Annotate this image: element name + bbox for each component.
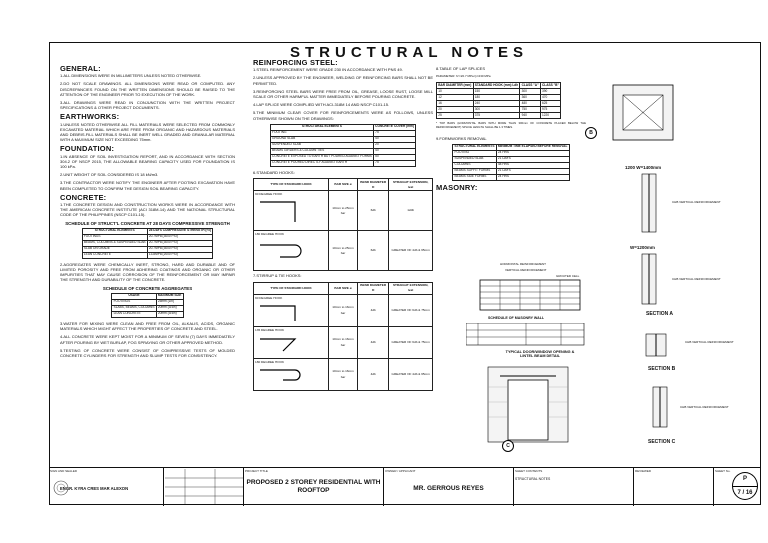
- table-header: STRUCTURAL ELEMENTS: [270, 124, 373, 130]
- table-cell: 16: [437, 101, 474, 107]
- lap-splice-footnote: * TOP BARS (HORIZONTAL BARS WITH MORE THAN 300mm OF CONCRETE PLACED BELOW THE REINFORCEMENT) SPLICE LENGTH SHALL BE 1.3 TIMES.: [436, 121, 586, 129]
- concrete-note: 1.THE CONCRETE DESIGN AND CONSTRUCTION WORKS WERE IN ACCORDANCE WITH THE AMERICAN CONCRETE INSTITUTE (ACI 318M-14) AND THE NATIONAL STRUCTURAL CODE OF THE PHILIPPINES (NSCP C101-15).: [60, 202, 235, 218]
- table-cell: 10mm to 16mm bar: [329, 295, 358, 327]
- chb-note-b: CHB VERTICAL REINFORCEMENT: [685, 340, 734, 344]
- table-cell: 20: [373, 142, 415, 148]
- table-row: [437, 113, 561, 119]
- cover-table: [270, 124, 416, 167]
- table-header: BAR SIZE ø: [329, 179, 358, 191]
- notes-column-2: [253, 56, 433, 393]
- standard-hooks-table: [253, 178, 433, 271]
- table-cell: 360: [520, 95, 540, 101]
- table-cell: 20.7MPa (3000 PSI): [147, 246, 213, 252]
- table-cell: 6db: [358, 191, 389, 231]
- table-row: [254, 231, 433, 271]
- column-detail-drawing: [593, 70, 693, 160]
- formworks-table: [452, 144, 569, 181]
- hook-90-drawing: [255, 197, 315, 227]
- tb-content-label: SHEET CONTENTS: [515, 469, 543, 473]
- general-note: 3.ALL DRAWINGS WERE READ IN CONJUNCTION WITH THE WRITTEN PROJECT SPECIFICATIONS & OTHER PROJECT DOCUMENTS.: [60, 100, 235, 111]
- hook-180-drawing: [255, 237, 315, 267]
- general-note: 2.DO NOT SCALE DRAWINGS. ALL DIMENSIONS WERE READ OR COMPUTED. ANY DISCREPANCIES FOUND ON THE WRITTEN DIMENSIONS SHOULD BE RAISED TO THE ATTENTION OF THE ENGINEER PRIOR TO EXECUTION OF THE WORK.: [60, 81, 235, 97]
- table-cell: 20mm (3/4in): [156, 311, 183, 317]
- general-heading: GENERAL:: [60, 64, 101, 73]
- section-c-title: SECTION C: [648, 439, 676, 445]
- sheet-title: STRUCTURAL NOTES: [290, 44, 529, 61]
- table-header: STRAIGHT EXTENSION, lext: [389, 282, 433, 294]
- tb-reviewed-label: REVIEWED: [635, 469, 652, 473]
- notes-column-1: [60, 62, 235, 361]
- foundation-note: 1.IN ABSENCE OF SOIL INVESTIGATION REPORT, AND IN ACCORDANCE WITH SECTION 304.2 OF NSCP 2015, THE ALLOWABLE BEARING CAPACITY USED FOR FOUNDATION IS 100 kPa.: [60, 153, 235, 170]
- table-cell: GROUND SLAB: [270, 136, 373, 142]
- table-cell: 21 DAYS: [496, 168, 569, 174]
- table-cell: LEAN CONCRETE: [82, 252, 147, 258]
- table-cell: 24 HRS: [496, 150, 569, 156]
- table-header: STANDARD HOOK (mm) Ldh: [474, 83, 519, 87]
- table-header: CLASS "B": [541, 83, 559, 87]
- table-cell: FOOTINGS: [112, 299, 156, 305]
- masonry-schedule-title: SCHEDULE OF MASONRY WALL: [488, 316, 545, 320]
- table-cell: 50: [373, 154, 415, 160]
- table-cell: 10mm to 25mm bar: [329, 191, 358, 231]
- table-cell: 470: [540, 95, 560, 101]
- table-cell: BEAMS GIRDERS & COLUMN TIES: [270, 148, 373, 154]
- lintel-title: TYPICAL DOOR/WINDOW OPENING & LINTEL BEAM DETAIL: [505, 350, 575, 358]
- section-a-upper-drawing: [630, 172, 670, 234]
- table-cell: CONCRETE EXPOSED TO EARTH BUT POURED AGAINST FORMS: [272, 154, 372, 159]
- table-cell: 10mm to 16mm bar: [329, 327, 358, 359]
- table-cell: 12db: [389, 191, 433, 231]
- table-cell: GREATER OF 6db & 75mm: [389, 295, 433, 327]
- aggregates-table: [111, 293, 183, 318]
- table-cell: COLUMNS: [453, 162, 496, 168]
- table-header: BAR SIZE ø: [329, 282, 358, 294]
- table-header: TYPE OF STANDARD HOOK: [254, 282, 329, 294]
- table-cell: 10: [437, 89, 474, 95]
- notes-column-3: [436, 66, 586, 192]
- table-cell: 10mm to 16mm bar: [329, 359, 358, 391]
- section-b-title: SECTION B: [648, 366, 676, 372]
- tb-sheet-cell: [714, 468, 761, 506]
- dim-b: W=1200mm: [630, 245, 655, 250]
- concrete-strength-table: [82, 228, 214, 259]
- table-cell: 4db: [358, 359, 389, 391]
- table-cell: 300: [473, 107, 520, 113]
- table-cell: 21 DAYS: [496, 156, 569, 162]
- general-note: 1.ALL DIMENSIONS WERE IN MILLIMETERS UNLESS NOTED OTHERWISE.: [60, 73, 202, 79]
- table-cell: 20.7MPa (3000 PSI): [147, 234, 213, 240]
- stirrup-diagram-135: [254, 327, 329, 359]
- reinforcing-note: 5.THE MINIMUM CLEAR COVER FOR REINFORCEMENTS WERE AS FOLLOWS, UNLESS OTHERWISE SHOWN ON THE DRAWINGS:: [253, 110, 433, 121]
- sheet-count: 7 / 16: [737, 490, 753, 496]
- chb-note-a: CHB VERTICAL REINFORCEMENT: [672, 200, 721, 204]
- table-cell: 75: [373, 160, 415, 166]
- stirrup-diagram-180: [254, 359, 329, 391]
- table-cell: CONCRETE POURED DIRECTLY AGAINST EARTH: [270, 160, 373, 166]
- masonry-heading: MASONRY:: [436, 182, 478, 192]
- table-header: BAR DIAMETER (mm): [438, 83, 472, 87]
- table-row: [254, 327, 433, 359]
- hook-diagram-90: [254, 191, 329, 231]
- tb-reviewed-cell: [634, 468, 714, 506]
- tb-project-cell: [244, 468, 384, 506]
- lap-splice-heading: 8.TABLE OF LAP SPLICES: [436, 66, 485, 71]
- table-cell: 40: [373, 148, 415, 154]
- foundation-heading: FOUNDATION:: [60, 144, 115, 154]
- table-cell: 20mm (3/4in): [156, 305, 183, 311]
- reinforcing-heading: REINFORCING STEEL:: [253, 58, 338, 67]
- table-cell: 4db: [358, 327, 389, 359]
- table-cell: GREATER OF 6db & 75mm: [389, 327, 433, 359]
- lintel-detail-drawing: [478, 362, 578, 447]
- table-cell: BEAMS SIDE FORMS: [453, 174, 496, 180]
- table-cell: 6db: [358, 231, 389, 271]
- table-cell: 180: [473, 95, 520, 101]
- engineer-seal: [53, 480, 69, 496]
- tb-owner-label: OWNER / APPLICANT: [385, 469, 416, 473]
- table-row: [82, 252, 213, 258]
- table-cell: 750: [520, 107, 540, 113]
- section-b-drawing: [640, 330, 680, 360]
- stirrup-90-drawing: [255, 301, 315, 323]
- section-c-drawing: [645, 385, 685, 430]
- table-cell: 25mm (1in): [156, 299, 183, 305]
- table-cell: 24 HRS: [496, 174, 569, 180]
- table-cell: 13.8MPa (2000 PSI): [147, 252, 213, 258]
- tb-engineer-name: ENGR. KYRA CRES MAR ALEXON: [60, 486, 129, 491]
- concrete-note: 4.ALL CONCRETE WERE KEPT MOIST FOR A MINIMUM OF SEVEN (7) DAYS IMMEDIATELY AFTER POURING BY WET BURLAP, FOG SPRAYING OR OTHER APPROVED METHOD.: [60, 334, 235, 345]
- lap-splice-table: [436, 82, 561, 119]
- table-row: [112, 311, 183, 317]
- stirrup-diagram-90: [254, 295, 329, 327]
- table-row: [254, 359, 433, 391]
- masonry-label-grouted: GROUTED CELL: [556, 274, 580, 278]
- reinforcing-note: 1.STEEL REINFORCEMENT WERE GRADE 230 IN ACCORDANCE WITH PNS 49.: [253, 67, 403, 73]
- table-cell: 975: [540, 107, 560, 113]
- tb-project-label: PROJECT TITLE: [245, 469, 268, 473]
- earthworks-heading: EARTHWORKS:: [60, 112, 120, 122]
- table-cell: 300: [520, 89, 540, 95]
- table-row: [254, 295, 433, 327]
- masonry-label-vertical: VERTICAL REINFORCEMENT: [505, 268, 547, 272]
- tb-sign-label: SIGN AND SEALED: [50, 469, 78, 473]
- table-row: [270, 160, 415, 166]
- stirrup-180-drawing: [255, 365, 315, 387]
- hook-label: 180 DEGREE HOOK: [255, 359, 285, 364]
- table-header: STRAIGHT EXTENSION, lext: [389, 179, 433, 191]
- table-cell: 375: [473, 113, 520, 119]
- sheet-prefix: P: [733, 473, 757, 487]
- stirrup-hooks-table: [253, 282, 433, 391]
- table-header: STRUCTURAL ELEMENTS: [82, 228, 147, 234]
- reinforcing-note: 3.REINFORCING STEEL BARS WERE FREE FROM OIL, GREASE, LOOSE RUST, LOOSE MILL SCALE OR OTHER HARMFUL MATTER IMMEDIATELY BEFORE POURING CONCRETE.: [253, 88, 433, 100]
- lap-splice-params: PARAMETER: fc'=20.7 MPa fy=230 MPa: [436, 74, 491, 79]
- formworks-heading: 9.FORMWORKS REMOVAL: [436, 135, 487, 141]
- table-cell: 390: [540, 89, 560, 95]
- table-row: [254, 191, 433, 231]
- aggregates-title: SCHEDULE OF CONCRETE AGGREGATES: [102, 285, 193, 291]
- table-header: STRUCTURAL ELEMENTS: [454, 144, 495, 149]
- table-header: 28 DAYS COMPRESSIVE STRENGTH (f'c): [148, 228, 212, 233]
- chb-note-a2: CHB VERTICAL REINFORCEMENT: [672, 277, 721, 281]
- dim-a: 1200 W=1400mm: [625, 165, 662, 170]
- table-row: [453, 174, 569, 180]
- tb-info-cell: [164, 468, 244, 506]
- table-cell: 25: [437, 113, 474, 119]
- section-a-lower-drawing: [630, 252, 670, 307]
- tb-content-value: STRUCTURAL NOTES: [515, 477, 551, 481]
- foundation-note: 3.THE CONTRACTOR WERE NOTIFY THE ENGINEER AFTER FOOTING EXCAVATION HAVE BEEN COMPLETED TO CONFIRM THE DESIGN SOIL BEARING CAPACITY.: [60, 180, 235, 191]
- table-header: TYPE OF STANDARD HOOK: [254, 179, 329, 191]
- table-cell: BEAMS, COLUMNS & SUSPENDED SLAB: [83, 240, 146, 245]
- table-cell: 48 HRS: [496, 162, 569, 168]
- hook-label: 90 DEGREE HOOK: [255, 191, 283, 196]
- table-header: BEND DIAMETER D: [358, 179, 389, 191]
- table-cell: 940: [520, 113, 540, 119]
- concrete-note: 3.WATER FOR MIXING WERE CLEAN AND FREE FROM OIL, ALKALIS, ACIDS, ORGANIC MATERIALS WHICH MIGHT AFFECT THE PROPERTIES OF CONCRETE AND STEEL.: [60, 320, 235, 332]
- table-cell: 20: [437, 107, 474, 113]
- table-header: CONCRETE COVER (mm): [375, 124, 414, 129]
- foundation-note: 2.UNIT WEIGHT OF SOIL CONSIDERED IS 18 kN/m3.: [60, 172, 159, 178]
- masonry-label-horizontal: HORIZONTAL REINFORCEMENT: [500, 262, 547, 266]
- table-cell: SUSPENDED SLAB: [270, 142, 373, 148]
- concrete-note: 5.TESTING OF CONCRETE WERE CONSIST OF COMPRESSIVE TESTS OF MOLDED CONCRETE CYLINDERS FOR STRENGTH AND SLUMP TESTS FOR CONSISTENCY.: [60, 347, 235, 358]
- sheet-number-badge: [732, 472, 758, 500]
- table-cell: FOOTING: [270, 130, 373, 136]
- hooks-heading: 6.STANDARD HOOKS:: [253, 169, 295, 175]
- concrete-note: 2.AGGREGATES WERE CHEMICALLY INERT, STRONG, HARD AND DURABLE AND OF LIMITED POROSITY AND FREE FROM ADHERING COATINGS AND ORGANIC OR OTHER IMPURITIES THAT MAY CAUSE CORROSION OF THE REINFORCEMENT OR MAY IMPAIR THE STRENGTH AND DURABILITY OF THE CONCRETE.: [60, 261, 235, 283]
- table-cell: 20.7MPa (3000 PSI): [147, 240, 213, 246]
- stirrup-heading: 7.STIRRUP & TIE HOOKS:: [253, 273, 302, 279]
- table-header: BEND DIAMETER D: [358, 282, 389, 294]
- reinforcing-note: 4.LAP SPLICE WERE COMPLIED WITH ACI-318M 14 AND NSCP C101-15.: [253, 102, 390, 108]
- chb-note-c: CHB VERTICAL REINFORCEMENT: [680, 405, 729, 409]
- section-a-title: SECTION A: [646, 311, 674, 317]
- table-cell: SLAB ON GRADE: [82, 246, 147, 252]
- marker-b: B: [589, 130, 593, 136]
- table-cell: 240: [473, 101, 520, 107]
- table-header: CLASS "A": [521, 83, 539, 87]
- table-cell: GREATER OF 4db & 65mm: [389, 359, 433, 391]
- table-header: MAXIMUM SIZE: [157, 293, 182, 298]
- marker-b-circle: [585, 127, 597, 139]
- masonry-schedule-table: [466, 323, 586, 347]
- table-cell: 75: [373, 130, 415, 136]
- concrete-strength-title: SCHEDULE OF STRUCT'L CONCRETE AT 28 DAYS COMPRESSIVE STRENGTH: [65, 220, 230, 226]
- table-cell: 4db: [358, 295, 389, 327]
- table-cell: 12: [437, 95, 474, 101]
- table-cell: FOOTING: [453, 150, 496, 156]
- hook-label: 180 DEGREE HOOK: [255, 231, 285, 236]
- table-cell: SLABS, BEAMS, COLUMNS: [113, 305, 155, 310]
- tb-info-grid: [165, 469, 243, 505]
- stirrup-135-drawing: [255, 333, 315, 355]
- earthworks-note: 1.UNLESS NOTED OTHERWISE ALL FILL MATERIALS WERE SELECTED FROM COMMONLY EXCAVATED MATERIAL WHICH ARE FREE FROM ORGANIC AND HAZARDOUS MATERIALS AND DEBRIS.FILL MATERIALS SHALL BE INERT WELL GRADED AND GRANULAR MATERIAL WITH A MAXIMUM SIZE NOT EXCEEDING 75mm.: [60, 121, 235, 143]
- table-cell: BEAMS SOFFIT FORMS: [453, 168, 496, 174]
- table-cell: 1220: [540, 113, 560, 119]
- tb-project-title: PROPOSED 2 STOREY RESIDENTIAL WITH ROOFTOP: [246, 479, 381, 494]
- hook-label: 90 DEGREE HOOK: [255, 295, 283, 300]
- title-block: [49, 467, 761, 505]
- tb-owner-cell: [384, 468, 514, 506]
- marker-c-circle: [502, 440, 514, 452]
- table-header: USAGE: [112, 293, 156, 299]
- marker-c: C: [506, 443, 510, 449]
- table-cell: 10mm to 25mm bar: [329, 231, 358, 271]
- tb-owner-name: MR. GERROUS REYES: [413, 485, 484, 492]
- concrete-heading: CONCRETE:: [60, 192, 107, 202]
- table-cell: LEAN CONCRETE: [112, 311, 156, 317]
- tb-content-cell: [514, 468, 634, 506]
- table-cell: GREATER OF 4db & 65mm: [389, 231, 433, 271]
- tb-sign-cell: [49, 468, 164, 506]
- table-cell: 150: [473, 89, 520, 95]
- table-cell: FOOTINGS: [82, 234, 147, 240]
- table-header: MINIMUM TIME ELAPSED BEFORE REMOVAL: [497, 144, 568, 149]
- tb-sheet-label: SHEET No.: [715, 469, 731, 473]
- hook-diagram-180: [254, 231, 329, 271]
- table-cell: 625: [540, 101, 560, 107]
- reinforcing-note: 2.UNLESS APPROVED BY THE ENGINEER, WELDING OF REINFORCING BARS SHALL NOT BE PERMITTED.: [253, 75, 433, 86]
- hook-label: 135 DEGREE HOOK: [255, 327, 285, 332]
- table-cell: SUSPENDED SLAB: [453, 156, 496, 162]
- table-cell: 40: [373, 136, 415, 142]
- table-cell: 480: [520, 101, 540, 107]
